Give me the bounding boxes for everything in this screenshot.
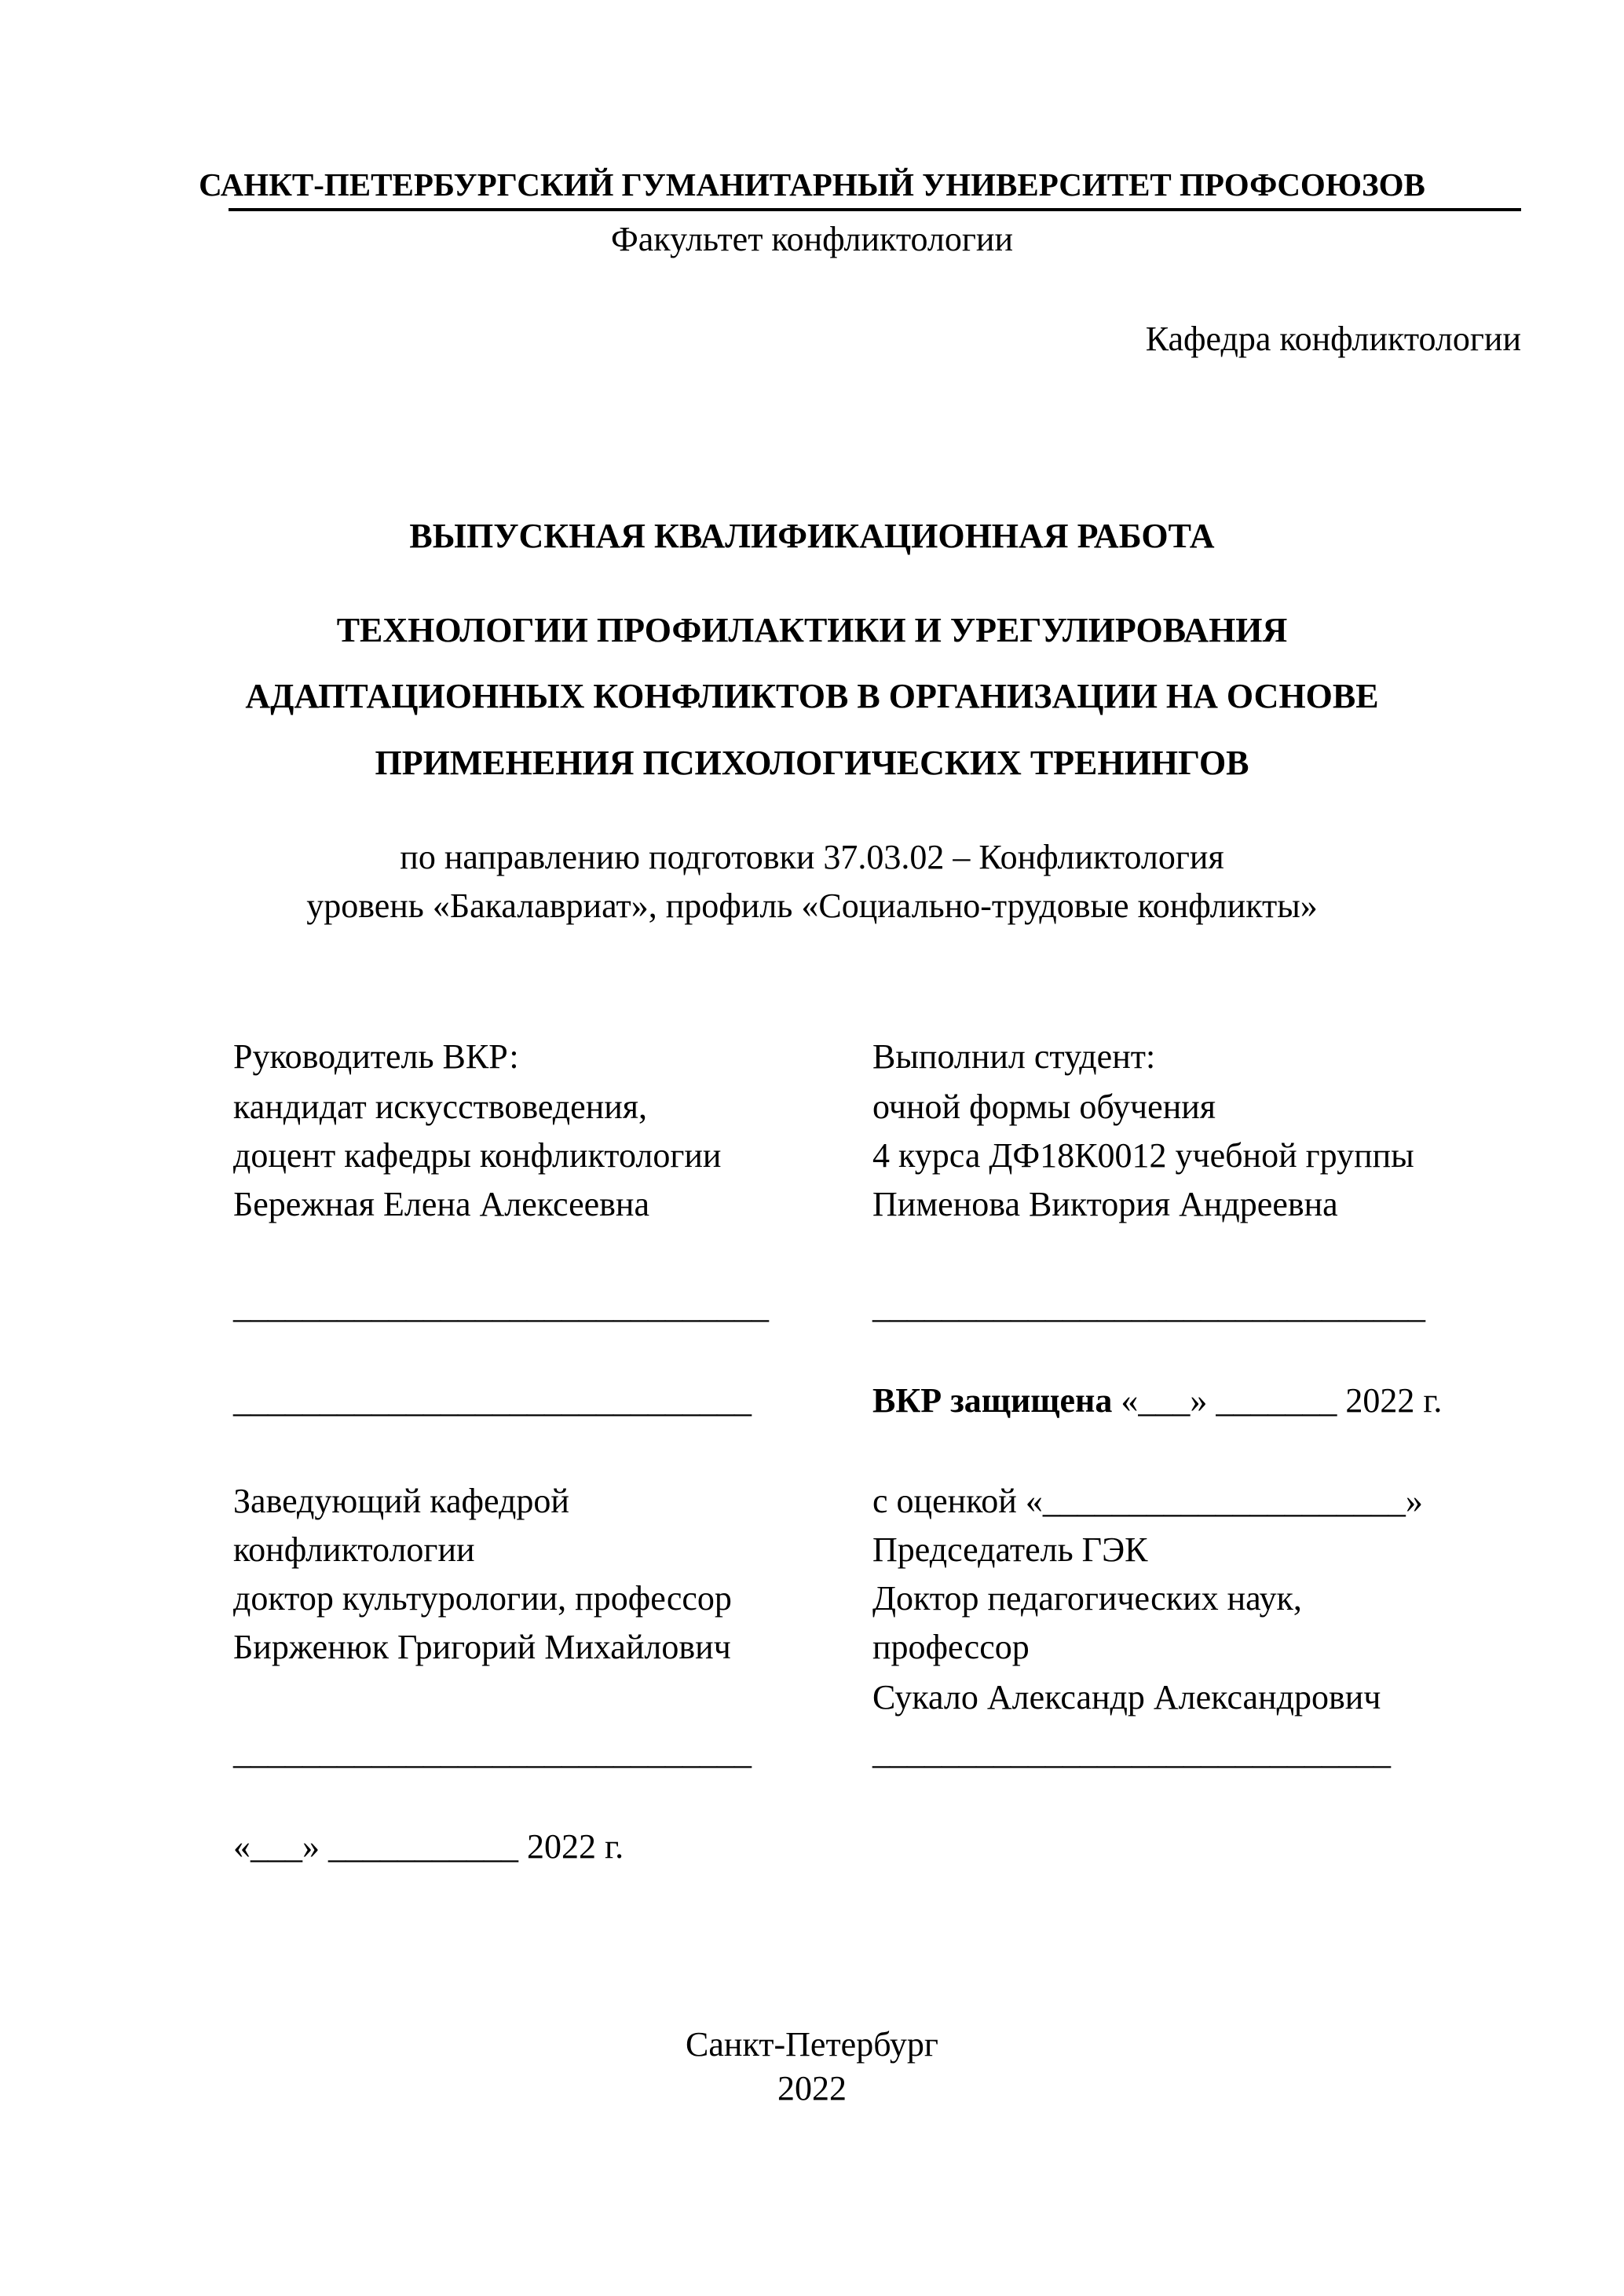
chair-signature-line: ______________________________ <box>872 1733 1391 1771</box>
header-rule <box>229 208 1521 211</box>
supervisor-signature-line: _______________________________ <box>233 1287 769 1325</box>
supervisor-line: доцент кафедры конфликтологии <box>233 1136 722 1175</box>
study-direction: по направлению подготовки 37.03.02 – Конфликтология <box>400 838 1224 876</box>
study-level: уровень «Бакалавриат», профиль «Социально-трудовые конфликты» <box>306 887 1318 925</box>
faculty-name: Факультет конфликтологии <box>610 220 1013 258</box>
grade-line: с оценкой «_____________________» <box>872 1482 1423 1520</box>
supervisor-name: Бережная Елена Алексеевна <box>233 1185 649 1223</box>
head-signature-line: ______________________________ <box>233 1733 752 1771</box>
year: 2022 <box>777 2069 847 2108</box>
defense-line <box>872 1377 1442 1425</box>
chair-line: профессор <box>872 1628 1030 1666</box>
supervisor-line: Руководитель ВКР: <box>233 1037 519 1076</box>
head-date: «___» ___________ 2022 г. <box>233 1827 624 1866</box>
head-line: доктор культурологии, профессор <box>233 1579 732 1618</box>
student-line: Выполнил студент: <box>872 1037 1156 1076</box>
head-line: Заведующий кафедрой <box>233 1482 569 1520</box>
department-name: Кафедра конфликтологии <box>1145 320 1521 358</box>
defense-date: «___» _______ 2022 г. <box>1112 1381 1443 1420</box>
head-line: конфликтологии <box>233 1530 475 1569</box>
student-name: Пименова Виктория Андреевна <box>872 1185 1338 1223</box>
university-name: САНКТ-ПЕТЕРБУРГСКИЙ ГУМАНИТАРНЫЙ УНИВЕРСИТЕТ ПРОФСОЮЗОВ <box>199 166 1425 203</box>
chair-line: Председатель ГЭК <box>872 1530 1148 1569</box>
student-line: очной формы обучения <box>872 1088 1216 1126</box>
work-type: ВЫПУСКНАЯ КВАЛИФИКАЦИОННАЯ РАБОТА <box>409 517 1215 555</box>
supervisor-line: кандидат искусствоведения, <box>233 1088 648 1126</box>
supervisor-signature-line-2: ______________________________ <box>233 1381 752 1420</box>
thesis-title-line: ТЕХНОЛОГИИ ПРОФИЛАКТИКИ И УРЕГУЛИРОВАНИЯ <box>336 611 1288 649</box>
city: Санкт-Петербург <box>686 2025 938 2064</box>
thesis-title-line: АДАПТАЦИОННЫХ КОНФЛИКТОВ В ОРГАНИЗАЦИИ НА ОСНОВЕ <box>245 677 1379 715</box>
student-line: 4 курса ДФ18К0012 учебной группы <box>872 1136 1414 1175</box>
student-signature-line: ________________________________ <box>872 1287 1425 1325</box>
head-name: Бирженюк Григорий Михайлович <box>233 1628 731 1666</box>
thesis-title-line: ПРИМЕНЕНИЯ ПСИХОЛОГИЧЕСКИХ ТРЕНИНГОВ <box>375 744 1249 782</box>
chair-line: Доктор педагогических наук, <box>872 1579 1302 1618</box>
defense-label: ВКР защищена <box>872 1381 1113 1420</box>
chair-name: Сукало Александр Александрович <box>872 1678 1381 1717</box>
